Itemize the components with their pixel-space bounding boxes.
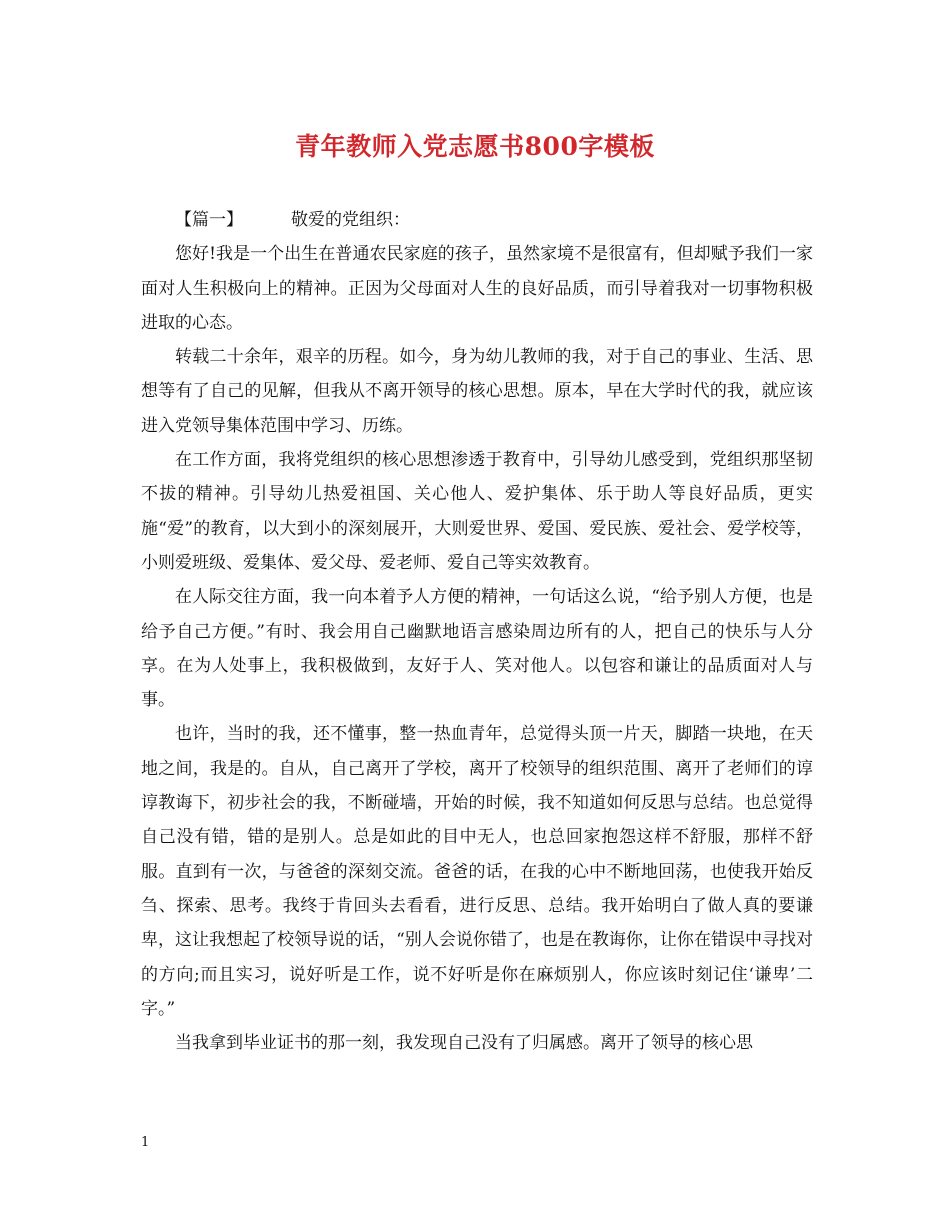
- opening-line: [141, 203, 813, 237]
- document-title: 青年教师入党志愿书800字模板: [295, 132, 655, 161]
- page-number: 1: [141, 1135, 150, 1150]
- paragraph: 您好!我是一个出生在普通农民家庭的孩子，虽然家境不是很富有，但却赋予我们一家面对人生积极向上的精神。正因为父母面对人生的良好品质，而引导着我对一切事物积极进取的心态。: [141, 244, 813, 333]
- paragraph: 在工作方面，我将党组织的核心思想渗透于教育中，引导幼儿感受到，党组织那坚韧不拔的精神。引导幼儿热爱祖国、关心他人、爱护集体、乐于助人等良好品质，更实施“爱”的教育，以大到小的深刻展开，大则爱世界、爱国、爱民族、爱社会、爱学校等，小则爱班级、爱集体、爱父母、爱老师、爱自己等实效教育。: [141, 450, 813, 573]
- paragraph: 也许，当时的我，还不懂事，整一热血青年，总觉得头顶一片天，脚踏一块地，在天地之间，我是的。自从，自己离开了学校，离开了校领导的组织范围、离开了老师们的谆谆教诲下，初步社会的我，不断碰墙，开始的时候，我不知道如何反思与总结。也总觉得自己没有错，错的是别人。总是如此的目中无人，也总回家抱怨这样不舒服，那样不舒服。直到有一次，与爸爸的深刻交流。爸爸的话，在我的心中不断地回荡，也使我开始反刍、探索、思考。我终于肯回头去看看，进行反思、总结。我开始明白了做人真的要谦卑，这让我想起了校领导说的话，“别人会说你错了，也是在教诲你，让你在错误中寻找对的方向;而且实习，说好听是工作，说不好听是你在麻烦别人，你应该时刻记住‘谦卑’二字。”: [141, 724, 813, 1019]
- paragraph: 在人际交往方面，我一向本着予人方便的精神，一句话这么说，“给予别人方便，也是给予自己方便。”有时、我会用自己幽默地语言感染周边所有的人，把自己的快乐与人分享。在为人处事上，我积极做到，友好于人、笑对他人。以包容和谦让的品质面对人与事。: [141, 587, 813, 711]
- document-body: [141, 203, 813, 1060]
- paragraph: 当我拿到毕业证书的那一刻，我发现自己没有了归属感。离开了领导的核心思: [175, 1033, 753, 1054]
- paragraph: 转载二十余年，艰辛的历程。如今，身为幼儿教师的我，对于自己的事业、生活、思想等有了自己的见解，但我从不离开领导的核心思想。原本，早在大学时代的我，就应该进入党领导集体范围中学习、历练。: [141, 347, 813, 436]
- section-tag: 【篇一】: [175, 210, 243, 230]
- salutation: 敬爱的党组织：: [291, 210, 410, 230]
